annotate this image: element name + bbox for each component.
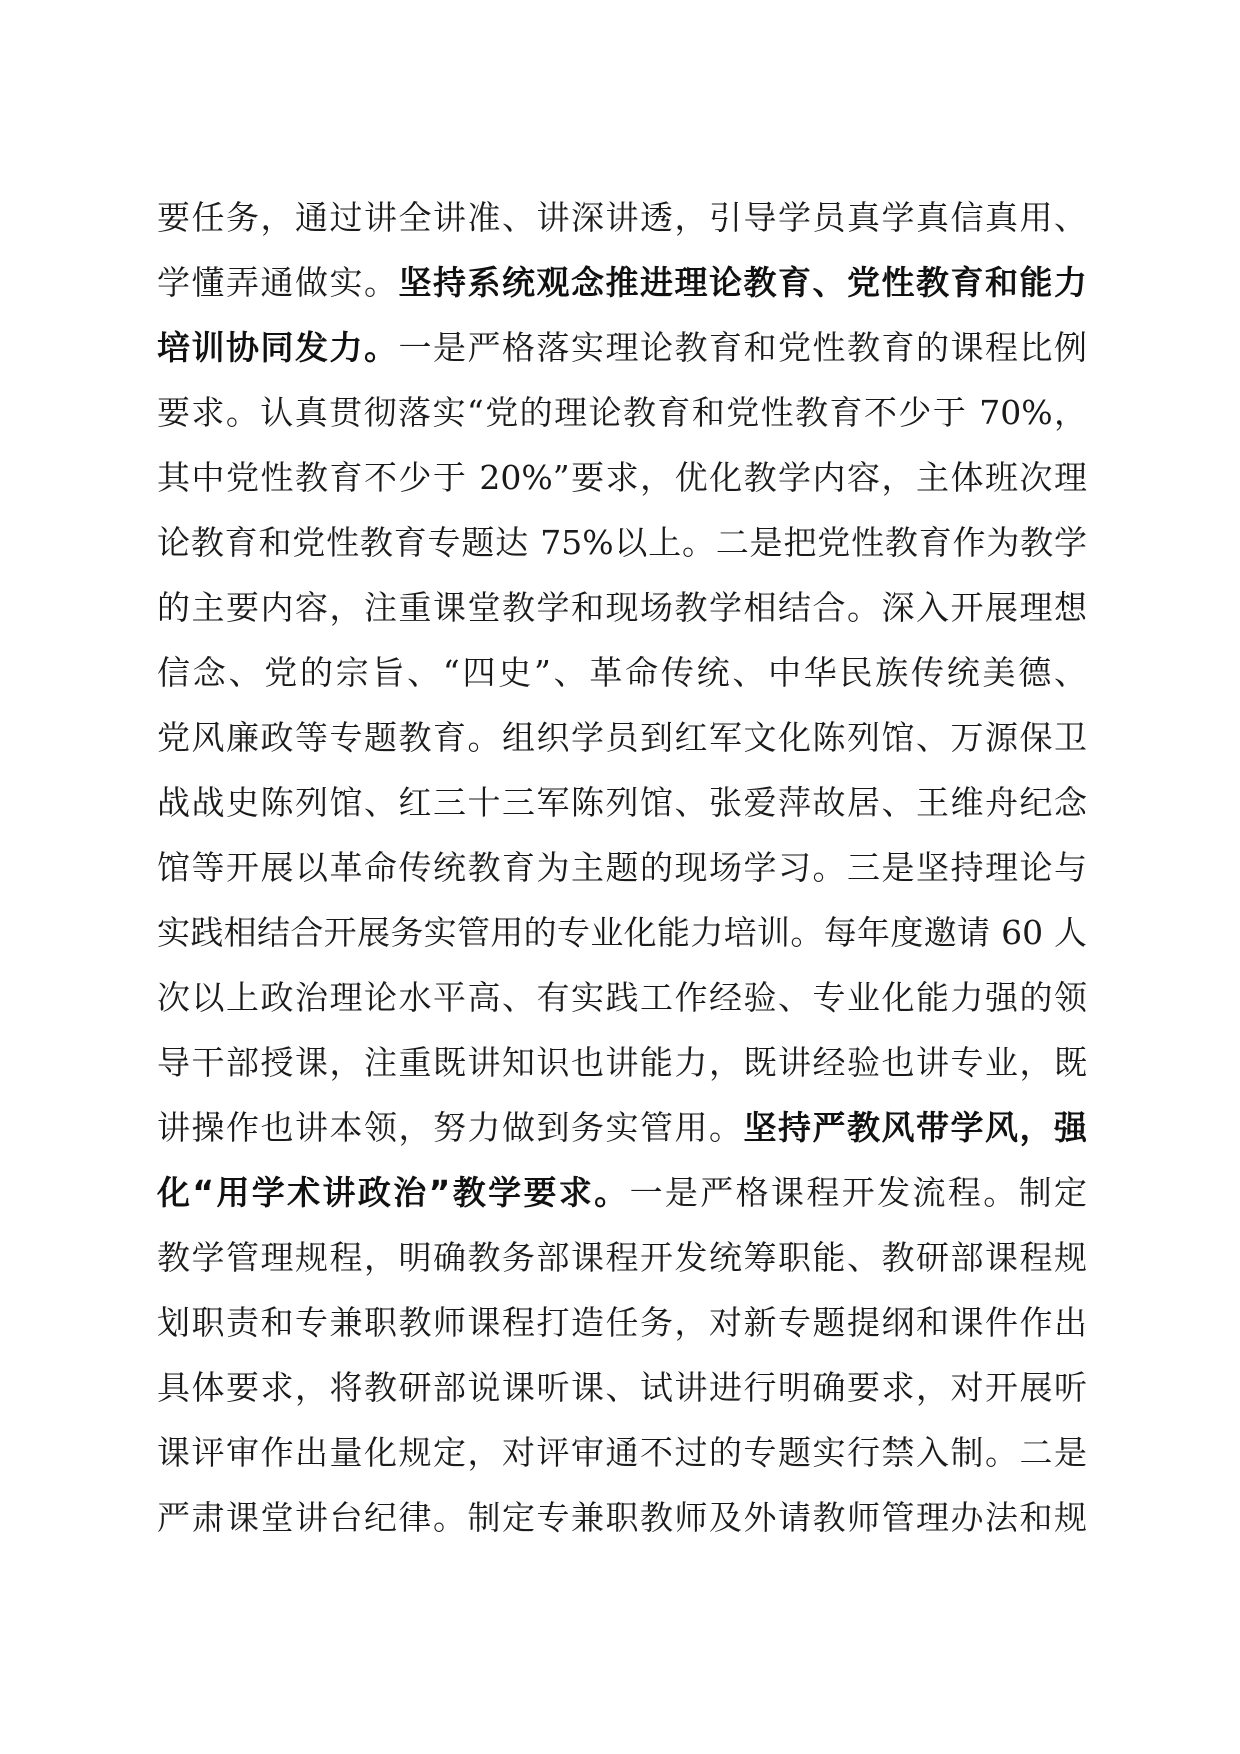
text-line: 具体要求，将教研部说课听课、试讲进行明确要求，对开展听 xyxy=(157,1368,1087,1407)
text-line: 的主要内容，注重课堂教学和现场教学相结合。深入开展理想 xyxy=(157,588,1087,627)
text-line: 次以上政治理论水平高、有实践工作经验、专业化能力强的领 xyxy=(157,978,1087,1017)
text-line: 战战史陈列馆、红三十三军陈列馆、张爱萍故居、王维舟纪念 xyxy=(157,783,1087,822)
text-line: 论教育和党性教育专题达 75%以上。二是把党性教育作为教学 xyxy=(157,523,1087,562)
text-line: 划职责和专兼职教师课程打造任务，对新专题提纲和课件作出 xyxy=(157,1303,1087,1342)
text-line: 课评审作出量化规定，对评审通不过的专题实行禁入制。二是 xyxy=(157,1433,1087,1472)
text-line: 党风廉政等专题教育。组织学员到红军文化陈列馆、万源保卫 xyxy=(157,718,1087,757)
text-line: 导干部授课，注重既讲知识也讲能力，既讲经验也讲专业，既 xyxy=(157,1043,1087,1082)
bold-heading: 坚持系统观念推进理论教育、党性教育和能力 xyxy=(398,263,1087,302)
text-line: 教学管理规程，明确教务部课程开发统筹职能、教研部课程规 xyxy=(157,1238,1087,1277)
text-line: 实践相结合开展务实管用的专业化能力培训。每年度邀请 60 人 xyxy=(157,913,1087,952)
text-line: 讲操作也讲本领，努力做到务实管用。坚持严教风带学风，强 xyxy=(157,1108,1087,1147)
text-line: 要任务，通过讲全讲准、讲深讲透，引导学员真学真信真用、 xyxy=(157,198,1087,237)
bold-heading: 坚持严教风带学风，强 xyxy=(743,1108,1087,1147)
bold-heading: 培训协同发力。 xyxy=(157,328,399,367)
text-line: 严肃课堂讲台纪律。制定专兼职教师及外请教师管理办法和规 xyxy=(157,1498,1087,1537)
text-line: 化“用学术讲政治”教学要求。一是严格课程开发流程。制定 xyxy=(157,1173,1087,1212)
text-line: 信念、党的宗旨、“四史”、革命传统、中华民族传统美德、 xyxy=(157,653,1087,692)
bold-heading: 化“用学术讲政治”教学要求。 xyxy=(157,1173,630,1212)
text-line: 要求。认真贯彻落实“党的理论教育和党性教育不少于 70%， xyxy=(157,393,1087,432)
text-line: 学懂弄通做实。坚持系统观念推进理论教育、党性教育和能力 xyxy=(157,263,1087,302)
text-line: 培训协同发力。一是严格落实理论教育和党性教育的课程比例 xyxy=(157,328,1087,367)
text-line: 其中党性教育不少于 20%”要求，优化教学内容，主体班次理 xyxy=(157,458,1087,497)
text-line: 馆等开展以革命传统教育为主题的现场学习。三是坚持理论与 xyxy=(157,848,1087,887)
